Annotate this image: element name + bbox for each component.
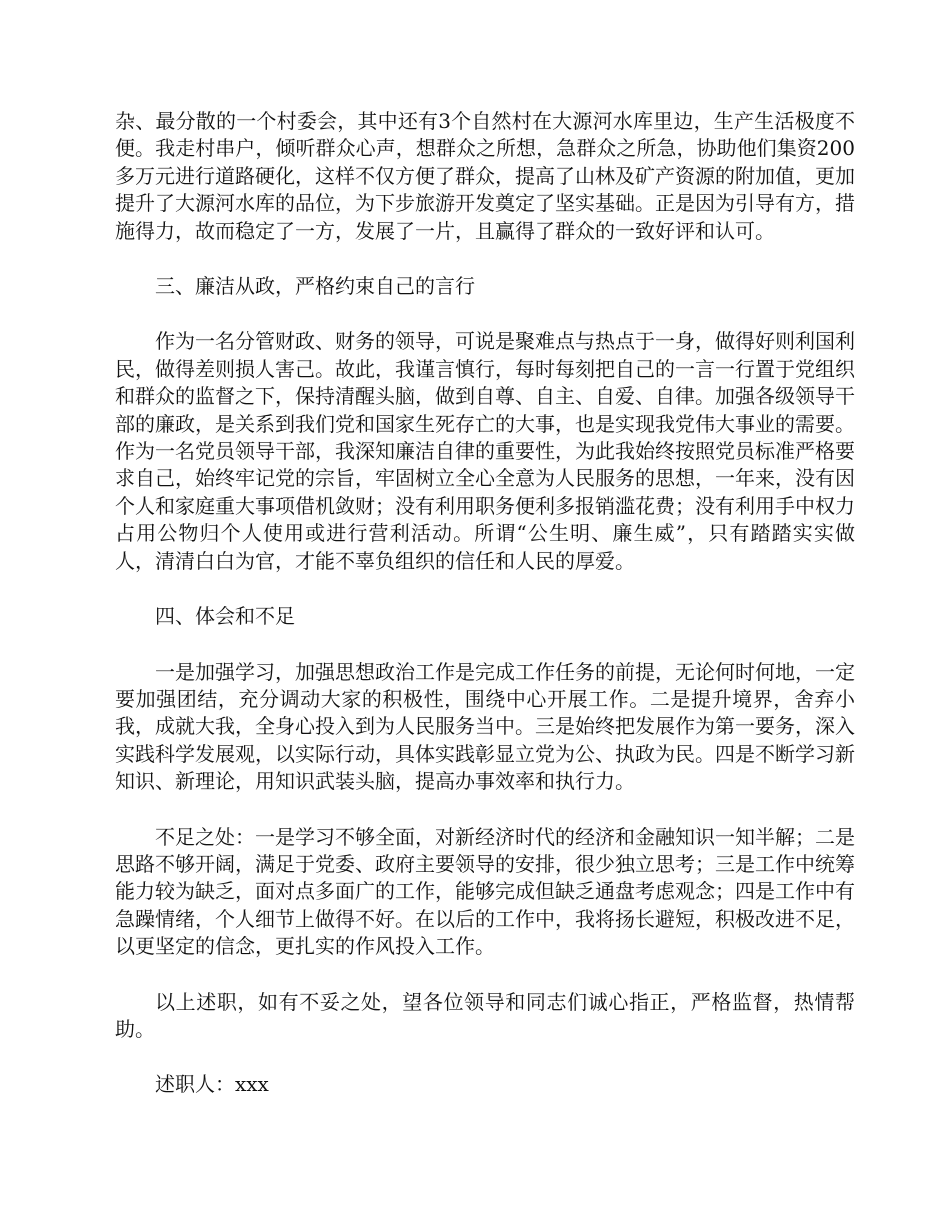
section-heading-reflections: 四、体会和不足	[155, 604, 295, 629]
signature-line: 述职人：xxx	[155, 1072, 269, 1097]
paragraph-continuation: 杂、最分散的一个村委会，其中还有3个自然村在大源河水库里边，生产生活极度不便。我走村串户，倾听群众心声，想群众之所想，急群众之所急，协助他们集资200多万元进行道路硬化，这样不仅方便了群众，提高了山林及矿产资源的附加值，更加提升了大源河水库的品位，为下步旅游开发奠定了坚实基础。正是因为引导有方，措施得力，故而稳定了一方，发展了一片，且赢得了群众的一致好评和认可。	[115, 109, 855, 243]
paragraph-reflections: 一是加强学习，加强思想政治工作是完成工作任务的前提，无论何时何地，一定要加强团结，充分调动大家的积极性，围绕中心开展工作。二是提升境界，舍弃小我，成就大我，全身心投入到为人民服务当中。三是始终把发展作为第一要务，深入实践科学发展观，以实际行动，具体实践彰显立党为公、执政为民。四是不断学习新知识、新理论，用知识武装头脑，提高办事效率和执行力。	[115, 659, 855, 794]
paragraph-shortcomings: 不足之处：一是学习不够全面，对新经济时代的经济和金融知识一知半解；二是思路不够开阔，满足于党委、政府主要领导的安排，很少独立思考；三是工作中统筹能力较为缺乏，面对点多面广的工作，能够完成但缺乏通盘考虑观念；四是工作中有急躁情绪，个人细节上做得不好。在以后的工作中，我将扬长避短，积极改进不足，以更坚定的信念，更扎实的作风投入工作。	[115, 824, 855, 959]
paragraph-closing: 以上述职，如有不妥之处，望各位领导和同志们诚心指正，严格监督，热情帮助。	[115, 989, 855, 1041]
document-body	[115, 108, 855, 1099]
paragraph-integrity: 作为一名分管财政、财务的领导，可说是聚难点与热点于一身，做得好则利国利民，做得差则损人害己。故此，我谨言慎行，每时每刻把自己的一言一行置于党组织和群众的监督之下，保持清醒头脑，做到自尊、自主、自爱、自律。加强各级领导干部的廉政，是关系到我们党和国家生死存亡的大事，也是实现我党伟大事业的需要。作为一名党员领导干部，我深知廉洁自律的重要性，为此我始终按照党员标准严格要求自己，始终牢记党的宗旨，牢固树立全心全意为人民服务的思想，一年来，没有因个人和家庭重大事项借机敛财；没有利用职务便利多报销滥花费；没有利用手中权力占用公物归个人使用或进行营利活动。所谓“公生明、廉生威”，只有踏踏实实做人，清清白白为官，才能不辜负组织的信任和人民的厚爱。	[115, 329, 855, 573]
section-heading-integrity: 三、廉洁从政，严格约束自己的言行	[155, 274, 475, 299]
